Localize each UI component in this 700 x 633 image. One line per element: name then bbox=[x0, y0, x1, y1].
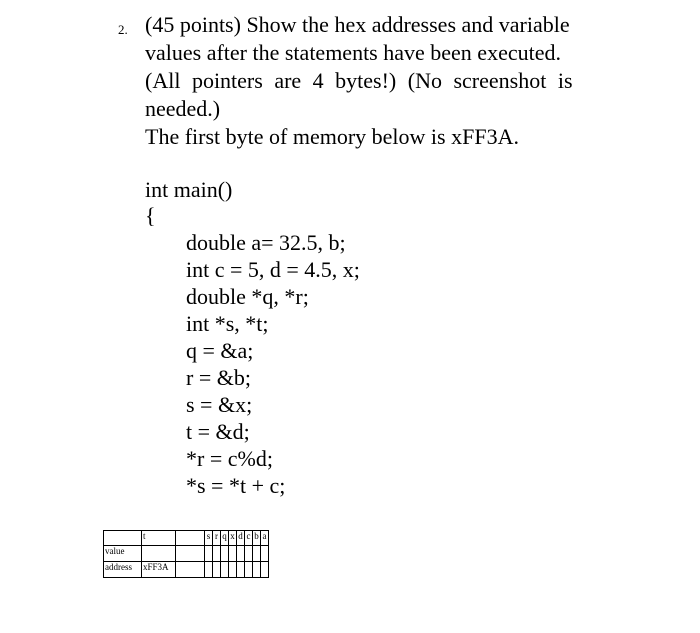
memory-address-row bbox=[104, 562, 269, 578]
memory-value-cell bbox=[229, 546, 237, 562]
code-statement: int c = 5, d = 4.5, x; bbox=[186, 257, 360, 282]
memory-value-cell bbox=[237, 546, 245, 562]
code-header: int main() bbox=[145, 177, 233, 202]
code-statement: r = &b; bbox=[186, 365, 251, 390]
memory-address-cell bbox=[176, 562, 205, 578]
question-number: 2. bbox=[118, 22, 128, 37]
memory-value-cell bbox=[245, 546, 253, 562]
question-line-3: (All pointers are 4 bytes!) (No screenshot is bbox=[145, 68, 573, 93]
memory-address-cell bbox=[205, 562, 213, 578]
memory-address-cell bbox=[229, 562, 237, 578]
memory-var-b: b bbox=[253, 531, 261, 546]
memory-first-address: xFF3A bbox=[142, 562, 176, 578]
memory-value-cell bbox=[176, 546, 205, 562]
memory-address-cell bbox=[253, 562, 261, 578]
memory-header-row bbox=[104, 531, 269, 546]
memory-address-cell bbox=[237, 562, 245, 578]
memory-address-cell bbox=[221, 562, 229, 578]
code-statement: *r = c%d; bbox=[186, 446, 273, 471]
memory-value-cell bbox=[261, 546, 269, 562]
memory-address-cell bbox=[245, 562, 253, 578]
question-line-5: The first byte of memory below is xFF3A. bbox=[145, 124, 519, 149]
code-statement: t = &d; bbox=[186, 419, 250, 444]
code-statement: double a= 32.5, b; bbox=[186, 230, 346, 255]
question-line-2: values after the statements have been executed. bbox=[145, 40, 561, 65]
memory-address-cell bbox=[261, 562, 269, 578]
memory-value-cell bbox=[213, 546, 221, 562]
memory-value-cell bbox=[253, 546, 261, 562]
memory-var-t: t bbox=[142, 531, 176, 546]
question-line-1: (45 points) Show the hex addresses and variable bbox=[145, 12, 570, 37]
memory-var-c: c bbox=[245, 531, 253, 546]
memory-var-a: a bbox=[261, 531, 269, 546]
memory-value-cell bbox=[142, 546, 176, 562]
code-open-brace: { bbox=[145, 203, 156, 228]
memory-address-cell bbox=[213, 562, 221, 578]
memory-value-cell bbox=[205, 546, 213, 562]
code-statement: *s = *t + c; bbox=[186, 473, 286, 498]
memory-gap-cell bbox=[176, 531, 205, 546]
memory-value-row bbox=[104, 546, 269, 562]
memory-var-x: x bbox=[229, 531, 237, 546]
memory-value-cell bbox=[221, 546, 229, 562]
memory-var-r: r bbox=[213, 531, 221, 546]
memory-table bbox=[103, 530, 269, 578]
question-line-4: needed.) bbox=[145, 96, 221, 121]
code-statement: int *s, *t; bbox=[186, 311, 269, 336]
memory-var-d: d bbox=[237, 531, 245, 546]
code-statement: q = &a; bbox=[186, 338, 254, 363]
code-statement: double *q, *r; bbox=[186, 284, 309, 309]
memory-row-label-value: value bbox=[104, 546, 142, 562]
memory-corner-cell bbox=[104, 531, 142, 546]
memory-var-s: s bbox=[205, 531, 213, 546]
memory-row-label-address: address bbox=[104, 562, 142, 578]
memory-var-q: q bbox=[221, 531, 229, 546]
code-statement: s = &x; bbox=[186, 392, 253, 417]
